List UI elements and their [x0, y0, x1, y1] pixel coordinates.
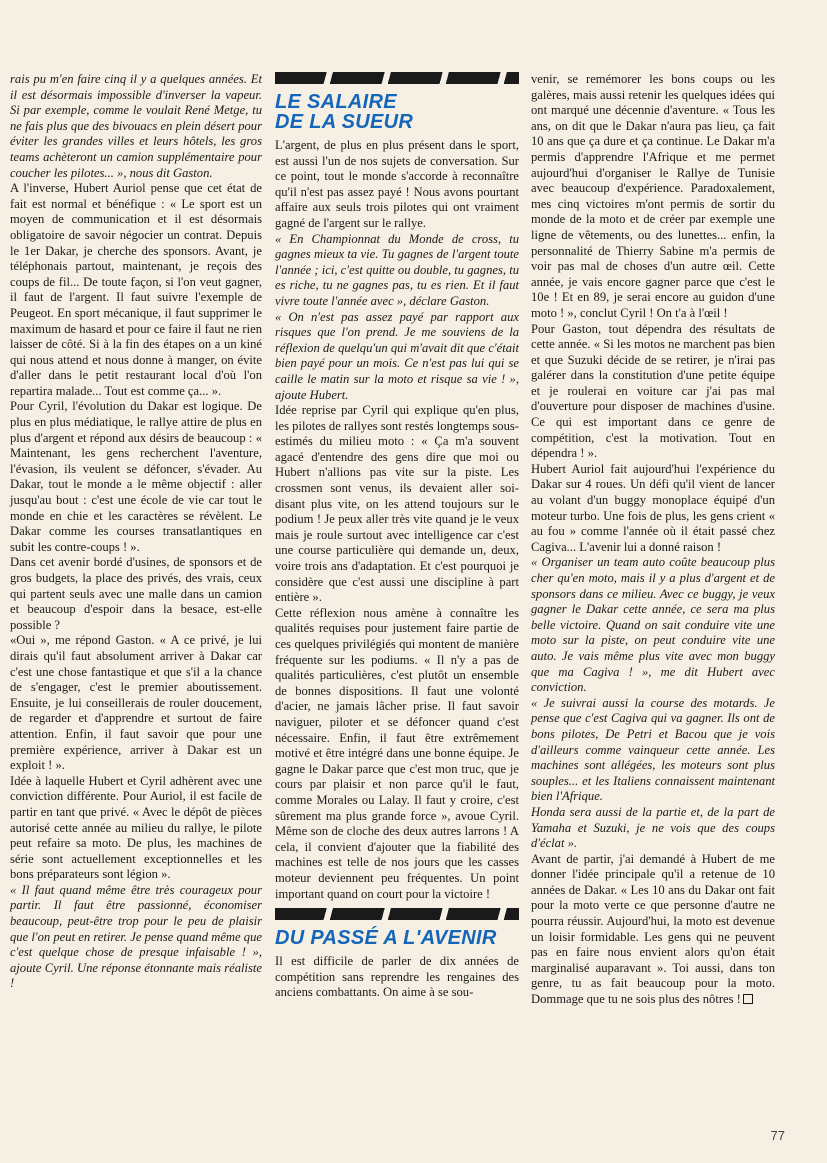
column-right — [531, 72, 775, 1008]
heading-line: LE SALAIRE — [275, 91, 397, 113]
paragraph: «Oui », me répond Gaston. « A ce privé, je lui dirais qu'il faut absolument arriver à Dakar car c'est une chose fantastique et que s'il a la chance de s'engager, c'est le premier aboutissement. Ensuite, je lui conseillerais de rouler doucement, de regarder et d'apprendre et surtout de faire attention. Enfin, il faut savoir que pour une première expérience, arriver à Dakar est un exploit ! ». — [10, 633, 262, 773]
paragraph: « Je suivrai aussi la course des motards. Je pense que c'est Cagiva qui va gagner. Ils ont de bons pilotes, De Petri et Bacou que je vois d'ailleurs comme vainqueur cette année. Les machines sont allégées, les moteurs sont plus souples... et les Italiens connaissent maintenant bien l'Afrique. — [531, 695, 775, 804]
paragraph: Pour Cyril, l'évolution du Dakar est logique. De plus en plus médiatique, le rallye attire de plus en plus d'argent et répond aux désirs de beaucoup : « Maintenant, les gens recherchent l'aventure, l'évasion, ils veulent se défoncer, s'évader. Au Dakar, tout le monde a le même objectif : aller jusqu'au bout : c'est une école de vie car tout le monde en chie et les caractères se révèlent. Le Dakar comme les courses transatlantiques en subit les contre-coups ! ». — [10, 399, 262, 554]
paragraph: Il est difficile de parler de dix années de compétition sans reprendre les rengaines des anciens combattants. On aime à se sou- — [275, 954, 519, 1000]
paragraph: Idée à laquelle Hubert et Cyril adhèrent avec une conviction différente. Pour Auriol, il est facile de partir en tant que privé. « Avec le dépôt de pièces autorisé cette année au milieu du rallye, le pilote peut refaire sa moto. De plus, les machines de série sont actuellement exceptionnelles et les bons préparateurs sont légion ». — [10, 773, 262, 882]
section-divider — [275, 72, 519, 84]
column-middle — [275, 72, 519, 1001]
paragraph: Pour Gaston, tout dépendra des résultats de cette année. « Si les motos ne marchent pas bien et que Suzuki décide de se retirer, je n'irai pas galérer dans la constitution d'une petite équipe et je roulerai en voiture car j'ai pas mal d'ouverture pour disposer de machines d'usine. Ce qui est important dans ce genre de compétition, c'est la motivation. Tout en dépendra ! ». — [531, 321, 775, 461]
section-heading-salaire — [275, 92, 519, 132]
paragraph: L'argent, de plus en plus présent dans le sport, est aussi l'un de nos sujets de conversation. Sur ce point, tout le monde s'accorde à reconnaître qu'il n'est pas assez payé ! Nous avons pourtant affaire aux seuls trois pilotes qui ont vraiment gagné de l'argent sur le rallye. — [275, 138, 519, 230]
paragraph: « On n'est pas assez payé par rapport aux risques que l'on prend. Je me souviens de la réflexion de quelqu'un qui m'avait dit que c'était bien payé pour un mois. Ce n'est pas lui qui se caille le matin sur la moto et risque sa vie ! », ajoute Hubert. — [275, 309, 519, 402]
paragraph — [531, 852, 775, 1008]
paragraph: Honda sera aussi de la partie et, de la part de Yamaha et Suzuki, je ne vois que des coups d'éclat ». — [531, 804, 775, 851]
paragraph: « Il faut quand même être très courageux pour partir. Il faut être passionné, économiser beaucoup, peut-être trop pour le peu de plaisir que l'on peut en retirer. Je pense quand même que c'est quelque chose de presque infaisable ! », ajoute Cyril. Une réponse étonnante mais réaliste ! — [10, 882, 262, 991]
paragraph: « En Championnat du Monde de cross, tu gagnes mieux ta vie. Tu gagnes de l'argent toute l'année ; ici, c'est quitte ou double, tu gagnes, tu es riche, tu ne gagnes pas, tu es rien. Et il faut vivre toute l'année avec », déclare Gaston. — [275, 231, 519, 308]
section-heading-passe — [275, 928, 519, 948]
column-left — [10, 72, 262, 992]
heading-line: DE LA SUEUR — [275, 111, 414, 133]
paragraph: « Organiser un team auto coûte beaucoup plus cher qu'en moto, mais il y a plus d'argent et de sponsors dans ce milieu. Avec ce buggy, je veux gagner le Dakar cette année, ce sera ma plus belle victoire. Quand on sait conduire vite une moto sur la piste, on peut conduire vite une auto. Je vais même plus vite avec mon buggy que ma Cagiva ! », me dit Hubert avec conviction. — [531, 555, 775, 695]
paragraph: Cette réflexion nous amène à connaître les qualités requises pour justement faire partie de ces quelques privilégiés qui montent de manière fréquente sur les podiums. « Il n'y a pas de qualités particulières, c'est plutôt un ensemble de bonnes dispositions. Il faut une volonté d'acier, ne jamais lâcher prise. Il faut savoir naviguer, piloter et se défoncer quand c'est nécessaire. Enfin, il faut être extrêmement motivé et être intégré dans une bonne équipe. Je gagne le Dakar parce que c'est mon truc, que je cours par plaisir et non parce qu'il le faut, comme Morales ou Lalay. Il faut y croire, c'est sûrement ma plus grande force », avoue Cyril. Même son de cloche des deux autres larrons ! A cela, il convient d'ajouter que la fiabilité des machines est telle de nos jours que les casses moteur deviennent peu fréquentes. Un point important quand on court pour la victoire ! — [275, 605, 519, 901]
page-number: 77 — [770, 1128, 785, 1143]
paragraph-text: Avant de partir, j'ai demandé à Hubert de me donner l'idée principale qu'il a retenue de 10 années de Dakar. « Les 10 ans du Dakar ont fait pour la moto verte ce que personne d'autre ne pourra réussir. Aujourd'hui, la moto est devenue un loisir formidable. Les gens qui ne peuvent pas en faire nous envient alors qu'on était marginalisé auparavant ». Toi aussi, dans ton genre, tu as fait beaucoup pour la moto. Dommage que tu ne sois plus des nôtres ! — [531, 851, 775, 1007]
paragraph: Hubert Auriol fait aujourd'hui l'expérience du Dakar sur 4 roues. Un défi qu'il vient de lancer au volant d'un buggy monoplace équipé d'un moteur turbo. Une fois de plus, les gens crient « au fou » comme l'année où il était passé chez Cagiva... L'avenir lui a donné raison ! — [531, 461, 775, 554]
paragraph: rais pu m'en faire cinq il y a quelques années. Et il est désormais impossible d'inverser la vapeur. Si par exemple, comme le voulait René Metge, tu ne fais plus que des bivouacs en plein désert pour éviter les grandes villes et leurs hôtels, les gros teams achèteront un camion supplémentaire pour coucher les pilotes... », nous dit Gaston. — [10, 72, 262, 180]
end-mark-icon — [743, 994, 753, 1004]
paragraph: Dans cet avenir bordé d'usines, de sponsors et de gros budgets, la place des privés, des vrais, ceux qui partent seuls avec une malle dans un camion et beaucoup d'espoir dans la besace, est-elle possible ? — [10, 555, 262, 632]
paragraph: A l'inverse, Hubert Auriol pense que cet état de fait est normal et bénéfique : « Le sport est un moyen de communication et il est désormais obligatoire de savoir négocier un contrat. Depuis le 1er Dakar, je cherche des sponsors. Avant, je téléphonais partout, maintenant, je reçois des coups de fil... De toute façon, si l'on veut gagner, il faut de l'argent. Il faut suivre l'exemple de Peugeot. En sport mécanique, il faut supprimer le maximum de hasard et pour ce faire il faut ne rien laisser de côté. Si à la fin des étapes on a un kiné qui nous attend et nous donne à manger, on évite d'aller dans le petit restaurant local d'où l'on repartira malade... Tout est comme ça... ». — [10, 181, 262, 398]
paragraph: Idée reprise par Cyril qui explique qu'en plus, les pilotes de rallyes sont restés longtemps sous-estimés du milieu moto : « Ça m'a souvent agacé d'entendre des gens dire que moi ou Hubert n'allions pas vite sur la piste. Les crossmen sont venus, ils devaient aller soi-disant plus vite, on les attend toujours sur le podium ! Je peux aller très vite quand je le veux mais je roule surtout avec intelligence car c'est une course particulière qui demande un, deux, voire trois ans d'adaptation. Et c'est pourquoi je considère que c'est aussi une discipline à part entière ». — [275, 403, 519, 605]
paragraph: venir, se remémorer les bons coups ou les galères, mais aussi retenir les quelques idées qui ont marqué une décennie d'aventure. « Tous les ans, on dit que le Dakar n'aura pas lieu, ça fait 10 ans que ça dure et ça continue. Le Dakar m'a permis d'apprendre l'Afrique et me permet aujourd'hui d'organiser le Rallye de Tunisie avec beaucoup d'expérience. Paradoxalement, mes cinq victoires m'ont permis de sortir du monde de la moto et de créer par exemple une ligne de vêtements, ou des lunettes... enfin, la personnalité de Thierry Sabine m'a permis de voir pas mal de choses d'un autre œil. Cette année, je vais encore gagner parce que c'est le 10e ! Et en 89, je serai encore au guidon d'une moto ! », conclut Cyril ! On t'a à l'œil ! — [531, 72, 775, 320]
section-divider — [275, 908, 519, 920]
heading-line: DU PASSÉ A L'AVENIR — [275, 927, 497, 950]
